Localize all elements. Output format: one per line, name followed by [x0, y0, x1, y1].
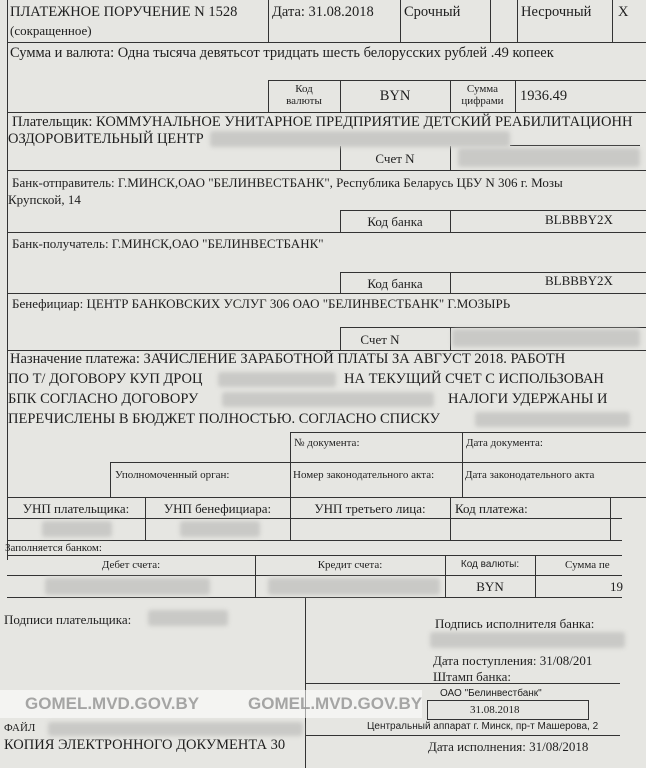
divider: [7, 497, 646, 498]
border-left: [7, 0, 8, 560]
watermark: GOMEL.MVD.GOV.BY: [248, 694, 423, 713]
document-title: ПЛАТЕЖНОЕ ПОРУЧЕНИЕ N 1528: [10, 4, 238, 20]
label-line: Код: [295, 83, 313, 95]
sender-bank-code-label: Код банка: [367, 214, 423, 229]
divider: [450, 272, 451, 293]
stamp-date: 31.08.2018: [470, 704, 520, 716]
label-line: валюты: [286, 95, 322, 107]
label-line: цифрами: [461, 95, 504, 107]
divider: [268, 80, 646, 81]
beneficiary-unp-label: УНП бенефициара:: [163, 501, 272, 516]
document-date: Дата: 31.08.2018: [272, 4, 374, 20]
redacted-area: [210, 131, 510, 147]
bank-stamp-label: Штамп банка:: [433, 669, 511, 684]
redacted-area: [180, 521, 260, 537]
currency-value: BYN: [379, 88, 411, 104]
authority-label: Уполномоченный орган:: [115, 469, 230, 481]
beneficiary-line-1: Бенефициар: ЦЕНТР БАНКОВСКИХ УСЛУГ 306 ОАО "БЕЛИНВЕСТБАНК" Г.МОЗЫРЬ: [12, 296, 511, 311]
payer-signature-label: Подписи плательщика:: [4, 612, 132, 627]
redacted-area: [452, 329, 640, 347]
redacted-area: [222, 392, 434, 407]
sum-value: 1936.49: [520, 88, 568, 104]
execution-date: Дата исполнения: 31/08/2018: [428, 739, 589, 754]
act-number-label: Номер законодательного акта:: [293, 469, 435, 481]
third-party-unp-label: УНП третьего лица:: [314, 501, 426, 516]
divider: [535, 555, 536, 597]
purpose-line-2b: НА ТЕКУЩИЙ СЧЕТ С ИСПОЛЬЗОВАН: [344, 371, 604, 387]
divider: [268, 0, 269, 42]
label-line: Сумма: [466, 83, 499, 95]
document-subtitle: (сокращенное): [10, 23, 92, 38]
beneficiary-account-label: Счет N: [360, 332, 400, 347]
bank-currency-label: Код валюты:: [460, 559, 520, 570]
non-urgent-mark: X: [618, 4, 629, 20]
divider: [515, 80, 516, 112]
currency-code-label: [268, 83, 340, 107]
divider: [7, 555, 622, 556]
divider: [110, 462, 646, 463]
credit-label: Кредит счета:: [317, 559, 383, 571]
bank-fill-title: Заполняется банком:: [5, 542, 102, 554]
receiver-bank-code-label: Код банка: [367, 276, 423, 291]
act-date-label: Дата законодательного акта: [465, 469, 595, 481]
divider: [517, 0, 518, 42]
divider: [490, 0, 491, 42]
divider: [7, 575, 622, 576]
divider: [450, 210, 451, 232]
redacted-area: [458, 148, 640, 167]
sender-bank-line-1: Банк-отправитель: Г.МИНСК,ОАО "БЕЛИНВЕСТБАНК", Республика Беларусь ЦБУ N 306 г. Мозы: [12, 175, 563, 190]
divider: [7, 518, 622, 519]
redacted-area: [148, 610, 228, 626]
divider: [340, 210, 646, 211]
divider: [450, 497, 451, 540]
payer-unp-label: УНП плательщика:: [22, 501, 130, 516]
divider: [110, 462, 111, 497]
file-label: ФАЙЛ: [4, 722, 36, 734]
divider: [305, 735, 620, 736]
divider: [7, 293, 646, 294]
divider: [340, 327, 646, 328]
purpose-line-3b: НАЛОГИ УДЕРЖАНЫ И: [448, 391, 608, 407]
divider: [510, 145, 640, 146]
divider: [7, 540, 622, 541]
payment-code-label: Код платежа:: [455, 501, 528, 516]
redacted-area: [218, 372, 336, 387]
receiver-bank-code: BLBBBY2X: [545, 273, 613, 288]
electronic-copy-note: КОПИЯ ЭЛЕКТРОННОГО ДОКУМЕНТА 30: [4, 737, 286, 753]
purpose-line-2a: ПО Т/ ДОГОВОРУ КУП ДРОЦ: [8, 371, 203, 387]
purpose-line-3a: БПК СОГЛАСНО ДОГОВОРУ: [8, 391, 199, 407]
debit-label: Дебет счета:: [101, 559, 161, 571]
redacted-area: [268, 578, 440, 595]
divider: [7, 112, 646, 113]
divider: [612, 0, 613, 42]
purpose-line-4: ПЕРЕЧИСЛЕНЫ В БЮДЖЕТ ПОЛНОСТЬЮ. СОГЛАСНО СПИСКУ: [8, 411, 440, 427]
redacted-area: [430, 632, 625, 648]
receiver-bank-line-1: Банк-получатель: Г.МИНСК,ОАО "БЕЛИНВЕСТБАНК": [12, 236, 324, 251]
bank-sum-value: 19: [610, 579, 623, 594]
bank-sum-label: Сумма пе: [565, 559, 610, 571]
divider: [290, 432, 646, 433]
divider: [450, 327, 451, 350]
doc-date-label: Дата документа:: [466, 437, 543, 449]
bank-currency-value: BYN: [476, 579, 504, 594]
payer-account-label: Счет N: [375, 151, 415, 166]
payer-line-1: Плательщик: КОММУНАЛЬНОЕ УНИТАРНОЕ ПРЕДПРИЯТИЕ ДЕТСКИЙ РЕАБИЛИТАЦИОНН: [12, 114, 633, 130]
divider: [7, 232, 646, 233]
divider: [7, 597, 622, 598]
urgent-label: Срочный: [404, 4, 461, 20]
non-urgent-label: Несрочный: [521, 4, 592, 20]
divider: [610, 497, 611, 540]
watermark: GOMEL.MVD.GOV.BY: [25, 694, 200, 713]
divider: [450, 146, 451, 170]
stamp-address: Центральный аппарат г. Минск, пр-т Машерова, 2: [367, 721, 599, 732]
divider: [462, 432, 463, 497]
redacted-area: [48, 722, 303, 736]
sender-bank-line-2: Крупской, 14: [8, 192, 81, 207]
redacted-area: [475, 412, 630, 427]
sum-label: [450, 83, 515, 107]
redacted-area: [45, 578, 210, 595]
purpose-line-1: Назначение платежа: ЗАЧИСЛЕНИЕ ЗАРАБОТНОЙ ПЛАТЫ ЗА АВГУСТ 2018. РАБОТН: [10, 351, 566, 367]
redacted-area: [42, 521, 112, 537]
amount-words: Сумма и валюта: Одна тысяча девятьсот тридцать шесть белорусских рублей .49 копеек: [10, 45, 554, 61]
stamp-bank-name: ОАО "Белинвестбанк": [440, 688, 542, 699]
sender-bank-code: BLBBBY2X: [545, 212, 613, 227]
divider: [290, 432, 291, 497]
divider: [400, 0, 401, 42]
received-date: Дата поступления: 31/08/201: [433, 653, 593, 668]
divider: [7, 170, 646, 171]
payer-line-2: ОЗДОРОВИТЕЛЬНЫЙ ЦЕНТР: [8, 131, 204, 147]
divider: [7, 42, 646, 43]
bank-executor-signature-label: Подпись исполнителя банка:: [435, 616, 595, 631]
doc-number-label: № документа:: [294, 437, 360, 449]
